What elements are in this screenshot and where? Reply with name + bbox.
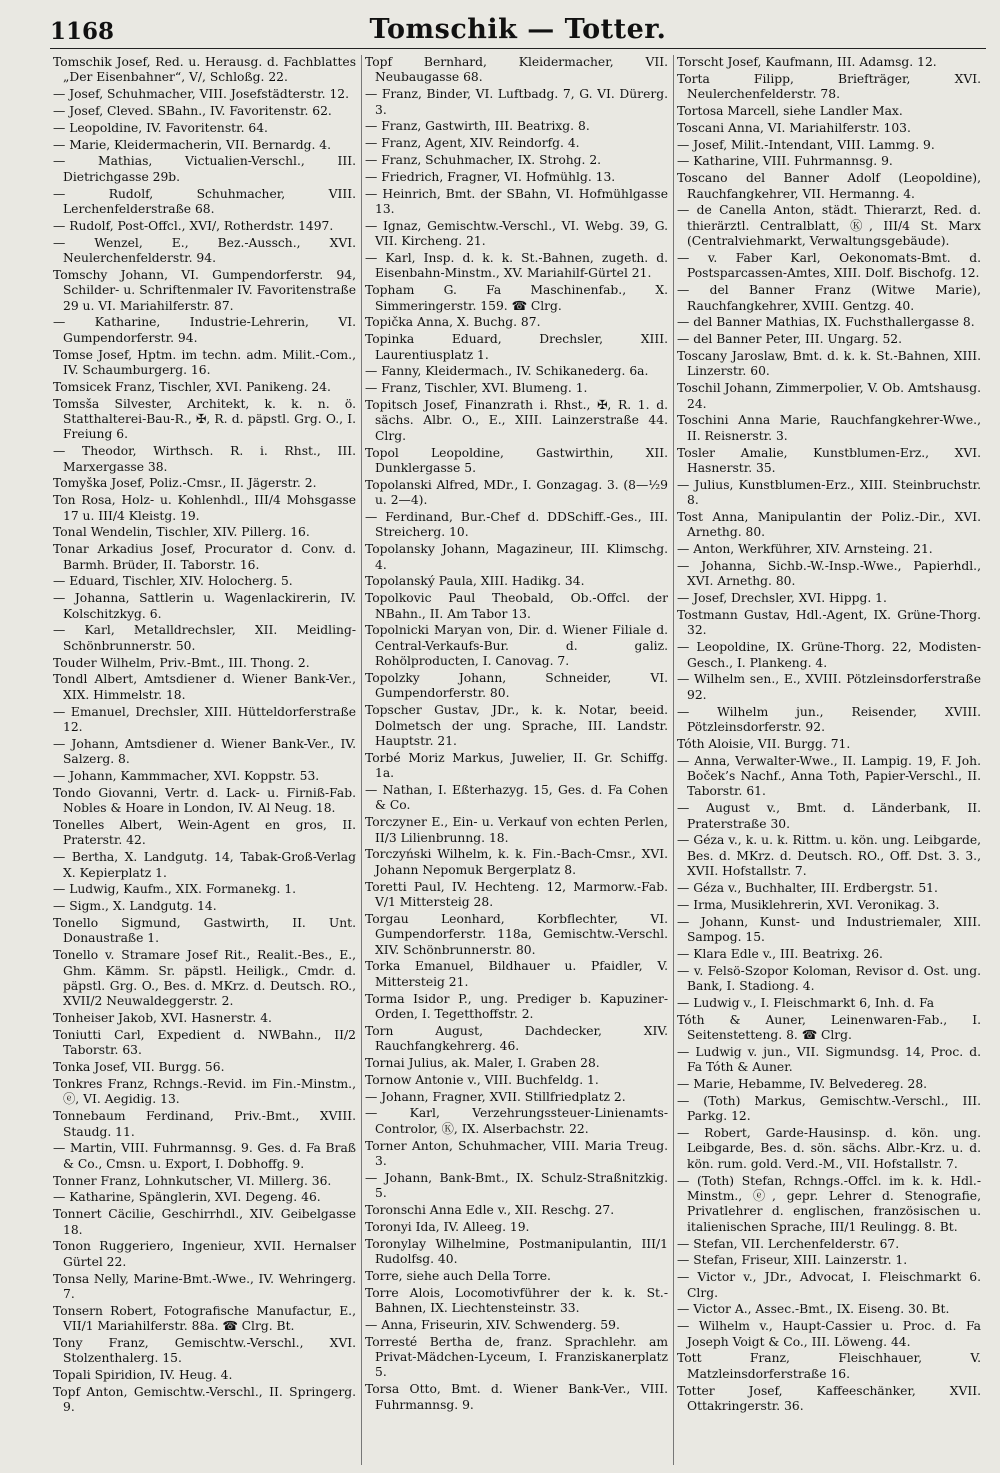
directory-entry: — Géza v., Buchhalter, III. Erdbergstr. 51. xyxy=(677,881,938,896)
directory-entry: Tonello Sigmund, Gastwirth, II. Unt. Donaustraße 1. xyxy=(53,916,356,946)
directory-entry: — Franz, Agent, XIV. Reindorfg. 4. xyxy=(365,136,580,151)
directory-entry: — Friedrich, Fragner, VI. Hofmühlg. 13. xyxy=(365,169,616,184)
page-number: 1168 xyxy=(50,18,115,45)
directory-entry: Tonelles Albert, Wein-Agent en gros, II. Praterstr. 42. xyxy=(53,818,356,848)
directory-entry: — Franz, Tischler, XVI. Blumeng. 1. xyxy=(365,381,588,396)
directory-entry: Torma Isidor P., ung. Prediger b. Kapuziner-Orden, I. Tegetthoffstr. 2. xyxy=(365,991,668,1022)
directory-entry: — v. Faber Karl, Oekonomats-Bmt. d. Postsparcassen-Amtes, XIII. Dolf. Bischofg. 12. xyxy=(677,251,981,281)
directory-entry: Totter Josef, Kaffeeschänker, XVII. Ottakringerstr. 36. xyxy=(677,1383,981,1414)
directory-entry: Tóth & Auner, Leinenwaren-Fab., I. Seitenstetteng. 8. ☎ Clrg. xyxy=(677,1012,981,1043)
directory-entry: — Anna, Verwalter-Wwe., II. Lampig. 19, F. Joh. Boček’s Nachf., Anna Toth, Papier-Verschl., II. Taborstr. 61. xyxy=(677,753,981,799)
directory-entry: — Victor A., Assec.-Bmt., IX. Eiseng. 30. Bt. xyxy=(677,1302,950,1317)
directory-entry: — Karl, Verzehrungssteuer-Linienamts-Controlor, Ⓚ, IX. Alserbachstr. 22. xyxy=(365,1106,668,1136)
column-right xyxy=(674,55,986,1465)
directory-entry: Tomsša Silvester, Architekt, k. k. n. ö. Statthalterei-Bau-R., ✠, R. d. päpstl. Grg. O., I. Freiung 6. xyxy=(53,396,356,442)
directory-entry: — v. Felsö-Szopor Koloman, Revisor d. Ost. ung. Bank, I. Stadiong. 4. xyxy=(677,963,981,994)
directory-entry: Toronschi Anna Edle v., XII. Reschg. 27. xyxy=(365,1203,615,1218)
directory-entry: Toscany Jaroslaw, Bmt. d. k. k. St.-Bahnen, XIII. Linzerstr. 60. xyxy=(677,349,981,379)
directory-entry: Torre Alois, Locomotivführer der k. k. St.-Bahnen, IX. Liechtensteinstr. 33. xyxy=(365,1285,668,1316)
page-header xyxy=(50,8,986,49)
directory-entry: — Karl, Metalldrechsler, XII. Meidling-Schönbrunnerstr. 50. xyxy=(53,623,356,653)
directory-entry: — Katharine, Spänglerin, XVI. Degeng. 46. xyxy=(53,1190,321,1205)
directory-entry: Toniutti Carl, Expedient d. NWBahn., II/2 Taborstr. 63. xyxy=(53,1028,356,1058)
directory-entry: — Johann, Amtsdiener d. Wiener Bank-Ver., IV. Salzerg. 8. xyxy=(53,736,356,767)
directory-entry: — Leopoldine, IV. Favoritenstr. 64. xyxy=(53,120,268,135)
directory-entry: Toronyi Ida, IV. Alleeg. 19. xyxy=(365,1219,530,1234)
directory-entry: Tondl Albert, Amtsdiener d. Wiener Bank-Ver., XIX. Himmelstr. 18. xyxy=(53,672,356,702)
directory-entry: — Wilhelm sen., E., XVIII. Pötzleinsdorferstraße 92. xyxy=(677,672,981,702)
directory-entry: Toronylay Wilhelmine, Postmanipulantin, III/1 Rudolfsg. 40. xyxy=(365,1236,668,1267)
directory-entry: Tomschik Josef, Red. u. Herausg. d. Fachblattes „Der Eisenbahner“, V/, Schloßg. 22. xyxy=(53,55,356,85)
directory-entry: Topf Bernhard, Kleidermacher, VII. Neubaugasse 68. xyxy=(365,55,668,85)
directory-entry: — Ludwig v., I. Fleischmarkt 6, Inh. d. Fa xyxy=(677,995,935,1010)
directory-entry: Tonheiser Jakob, XVI. Hasnerstr. 4. xyxy=(53,1011,272,1026)
directory-entry: Topolanski Alfred, MDr., I. Gonzagag. 3. (8—½9 u. 2—4). xyxy=(365,477,668,508)
directory-entry: — Katharine, VIII. Fuhrmannsg. 9. xyxy=(677,154,893,169)
directory-entry: Tonal Wendelin, Tischler, XIV. Pillerg. 16. xyxy=(53,525,310,540)
directory-entry: Torka Emanuel, Bildhauer u. Pfaidler, V. Mittersteig 21. xyxy=(365,959,668,989)
directory-entry: — Karl, Insp. d. k. k. St.-Bahnen, zugeth. d. Eisenbahn-Minstm., XV. Mariahilf-Gürtel 21. xyxy=(365,251,668,281)
directory-entry: — Marie, Kleidermacherin, VII. Bernardg. 4. xyxy=(53,137,332,152)
directory-entry: — Ludwig v. jun., VII. Sigmundsg. 14, Proc. d. Fa Tóth & Auner. xyxy=(677,1044,981,1075)
directory-entry: — Heinrich, Bmt. der SBahn, VI. Hofmühlgasse 13. xyxy=(365,186,668,216)
directory-entry: — Wilhelm jun., Reisender, XVIII. Pötzleinsdorferstr. 92. xyxy=(677,704,981,735)
directory-entry: — Stefan, Friseur, XIII. Lainzerstr. 1. xyxy=(677,1253,908,1268)
directory-entry: Tomschy Johann, VI. Gumpendorferstr. 94, Schilder- u. Schriftenmaler IV. Favoritenstraße 29 u. VI. Mariahilferstr. 87. xyxy=(53,267,356,313)
directory-entry: — Eduard, Tischler, XIV. Holocherg. 5. xyxy=(53,574,293,589)
directory-entry: Topolanský Paula, XIII. Hadikg. 34. xyxy=(365,574,585,589)
directory-entry: Toretti Paul, IV. Hechteng. 12, Marmorw.-Fab. V/1 Mittersteig 28. xyxy=(365,879,668,910)
directory-entry: Tostmann Gustav, Hdl.-Agent, IX. Grüne-Thorg. 32. xyxy=(677,608,981,638)
directory-entry: Topham G. Fa Maschinenfab., X. Simmeringerstr. 159. ☎ Clrg. xyxy=(365,283,668,313)
directory-entry: Torta Filipp, Briefträger, XVI. Neulerchenfelderstr. 78. xyxy=(677,71,981,102)
directory-entry: Tonnebaum Ferdinand, Priv.-Bmt., XVIII. Staudg. 11. xyxy=(53,1109,356,1139)
directory-entry: Tonsern Robert, Fotografische Manufactur, E., VII/1 Mariahilferstr. 88a. ☎ Clrg. Bt. xyxy=(53,1303,356,1334)
directory-entry: Topol Leopoldine, Gastwirthin, XII. Dunklergasse 5. xyxy=(365,445,668,476)
directory-entry: — Robert, Garde-Hausinsp. d. kön. ung. Leibgarde, Bes. d. sön. sächs. Albr.-Krz. u. d. kön. rum. gold. Verd.-M., VII. Hofstallstr. 7. xyxy=(677,1126,981,1171)
directory-entry: — Ludwig, Kaufm., XIX. Formanekg. 1. xyxy=(53,882,297,897)
directory-entry: — Sigm., X. Landgutg. 14. xyxy=(53,899,217,914)
directory-entry: Toschil Johann, Zimmerpolier, V. Ob. Amtshausg. 24. xyxy=(677,381,981,411)
directory-entry: Ton Rosa, Holz- u. Kohlenhdl., III/4 Mohsgasse 17 u. III/4 Kleistg. 19. xyxy=(53,493,356,523)
directory-entry: Topolzky Johann, Schneider, VI. Gumpendorferstr. 80. xyxy=(365,671,668,701)
directory-entry: Torbé Moriz Markus, Juwelier, II. Gr. Schiffg. 1a. xyxy=(365,750,668,781)
directory-entry: — Franz, Binder, VI. Luftbadg. 7, G. VI. Dürerg. 3. xyxy=(365,87,668,117)
directory-entry: Tonnert Cäcilie, Geschirrhdl., XIV. Geibelgasse 18. xyxy=(53,1207,356,1237)
directory-entry: Torresté Bertha de, franz. Sprachlehr. am Privat-Mädchen-Lyceum, I. Franziskanerplatz 5. xyxy=(365,1334,668,1380)
directory-entry: — Johann, Kunst- und Industriemaler, XIII. Sampog. 15. xyxy=(677,914,981,945)
directory-entry: Tóth Aloisie, VII. Burgg. 71. xyxy=(677,736,851,751)
directory-entry: — del Banner Franz (Witwe Marie), Rauchfangkehrer, XVIII. Gentzg. 40. xyxy=(677,283,981,313)
directory-entry: — Leopoldine, IX. Grüne-Thorg. 22, Modisten-Gesch., I. Plankeng. 4. xyxy=(677,640,981,670)
directory-entry: — Josef, Milit.-Intendant, VIII. Lammg. 9. xyxy=(677,137,935,152)
directory-entry: — Theodor, Wirthsch. R. i. Rhst., III. Marxergasse 38. xyxy=(53,444,356,474)
directory-entry: Tonon Ruggeriero, Ingenieur, XVII. Hernalser Gürtel 22. xyxy=(53,1239,356,1269)
directory-entry: Topolkovic Paul Theobald, Ob.-Offcl. der NBahn., II. Am Tabor 13. xyxy=(365,591,668,621)
directory-entry: — Katharine, Industrie-Lehrerin, VI. Gumpendorferstr. 94. xyxy=(53,315,356,345)
directory-entry: Tosler Amalie, Kunstblumen-Erz., XVI. Hasnerstr. 35. xyxy=(677,445,981,476)
entry-columns xyxy=(50,55,986,1465)
directory-entry: Torn August, Dachdecker, XIV. Rauchfangkehrerg. 46. xyxy=(365,1023,668,1054)
directory-entry: Toscano del Banner Adolf (Leopoldine), Rauchfangkehrer, VII. Hermanng. 4. xyxy=(677,171,981,201)
directory-entry: Topali Spiridion, IV. Heug. 4. xyxy=(53,1368,233,1383)
directory-entry: — Wilhelm v., Haupt-Cassier u. Proc. d. Fa Joseph Voigt & Co., III. Löweng. 44. xyxy=(677,1319,981,1349)
directory-entry: Tonello v. Stramare Josef Rit., Realit.-Bes., E., Ghm. Kämm. Sr. päpstl. Heiligk., Cmdr. d. päpstl. Grg. O., Bes. d. MKrz. d. Deutsch. RO., XVII/2 Neuwaldeggerstr. 2. xyxy=(53,948,356,1009)
directory-entry: Topitsch Josef, Finanzrath i. Rhst., ✠, R. 1. d. sächs. Albr. O., E., XIII. Lainzerstraße 44. Clrg. xyxy=(365,398,668,443)
directory-entry: — Ferdinand, Bur.-Chef d. DDSchiff.-Ges., III. Streicherg. 10. xyxy=(365,510,668,540)
directory-entry: — Franz, Schuhmacher, IX. Strohg. 2. xyxy=(365,153,602,167)
directory-entry: Topf Anton, Gemischtw.-Verschl., II. Springerg. 9. xyxy=(53,1385,356,1415)
directory-entry: — Johann, Fragner, XVII. Stillfriedplatz 2. xyxy=(365,1089,626,1104)
directory-entry: — Johanna, Sichb.-W.-Insp.-Wwe., Papierhdl., XVI. Arnethg. 80. xyxy=(677,559,981,589)
directory-entry: Tornai Julius, ak. Maler, I. Graben 28. xyxy=(365,1056,600,1071)
directory-entry: — Klara Edle v., III. Beatrixg. 26. xyxy=(677,946,883,961)
directory-entry: — Rudolf, Post-Offcl., XVI/, Rotherdstr. 1497. xyxy=(53,218,334,233)
directory-entry: — Josef, Cleved. SBahn., IV. Favoritenstr. 62. xyxy=(53,104,332,118)
directory-entry: — Stefan, VII. Lerchenfelderstr. 67. xyxy=(677,1236,900,1251)
directory-entry: Tonka Josef, VII. Burgg. 56. xyxy=(53,1060,225,1075)
directory-entry: — (Toth) Markus, Gemischtw.-Verschl., III. Parkg. 12. xyxy=(677,1093,981,1124)
directory-entry: Toscani Anna, VI. Mariahilferstr. 103. xyxy=(677,120,911,135)
directory-entry: Topička Anna, X. Buchg. 87. xyxy=(365,315,541,330)
directory-entry: Tonsa Nelly, Marine-Bmt.-Wwe., IV. Wehringerg. 7. xyxy=(53,1271,356,1302)
directory-entry: — (Toth) Stefan, Rchngs.-Offcl. im k. k. Hdl.-Minstm., ⓔ, gepr. Lehrer d. Stenografie, Privatlehrer d. englischen, französischen u. italienischen Sprache, III/1 Reulingg. 8. Bt. xyxy=(677,1173,981,1234)
directory-entry: Tost Anna, Manipulantin der Poliz.-Dir., XVI. Arnethg. 80. xyxy=(677,510,981,540)
directory-entry: — Josef, Drechsler, XVI. Hippg. 1. xyxy=(677,591,887,606)
directory-entry: — Mathias, Victualien-Verschl., III. Dietrichgasse 29b. xyxy=(53,154,356,184)
column-left xyxy=(50,55,362,1465)
directory-entry: Tondo Giovanni, Vertr. d. Lack- u. Firniß-Fab. Nobles & Hoare in London, IV. Al Neug. 18. xyxy=(53,785,356,816)
column-middle xyxy=(362,55,674,1465)
directory-entry: — Ignaz, Gemischtw.-Verschl., VI. Webg. 39, G. VII. Kircheng. 21. xyxy=(365,218,668,249)
directory-entry: — Rudolf, Schuhmacher, VIII. Lerchenfelderstraße 68. xyxy=(53,186,356,216)
directory-entry: — Franz, Gastwirth, III. Beatrixg. 8. xyxy=(365,119,590,134)
directory-entry: Torscht Josef, Kaufmann, III. Adamsg. 12. xyxy=(677,55,937,69)
directory-entry: — Anna, Friseurin, XIV. Schwenderg. 59. xyxy=(365,1317,620,1332)
directory-entry: Torner Anton, Schuhmacher, VIII. Maria Treug. 3. xyxy=(365,1138,668,1169)
directory-entry: — Johann, Kammmacher, XVI. Koppstr. 53. xyxy=(53,769,320,784)
page-title: Tomschik — Totter. xyxy=(369,14,667,45)
directory-entry: Tornow Antonie v., VIII. Buchfeldg. 1. xyxy=(365,1072,599,1087)
directory-entry: — Géza v., k. u. k. Rittm. u. kön. ung. Leibgarde, Bes. d. MKrz. d. Deutsch. RO., Off. Dst. 3. 3., XVII. Hofstallstr. 7. xyxy=(677,833,981,879)
directory-entry: Tortosa Marcell, siehe Landler Max. xyxy=(677,104,903,118)
directory-entry: Torczyner E., Ein- u. Verkauf von echten Perlen, II/3 Lilienbrunng. 18. xyxy=(365,815,668,845)
directory-entry: Tomsicek Franz, Tischler, XVI. Panikeng. 24. xyxy=(53,379,331,394)
directory-entry: Tony Franz, Gemischtw.-Verschl., XVI. Stolzenthalerg. 15. xyxy=(53,1336,356,1366)
directory-entry: — Martin, VIII. Fuhrmannsg. 9. Ges. d. Fa Braß & Co., Cmsn. u. Export, I. Dobhoffg. 9. xyxy=(53,1141,356,1171)
directory-entry: Tonar Arkadius Josef, Procurator d. Conv. d. Barmh. Brüder, II. Taborstr. 16. xyxy=(53,542,356,572)
directory-entry: — Anton, Werkführer, XIV. Arnsteing. 21. xyxy=(677,542,933,557)
directory-entry: — Johanna, Sattlerin u. Wagenlackirerin, IV. Kolschitzkyg. 6. xyxy=(53,591,356,621)
directory-entry: Tonkres Franz, Rchngs.-Revid. im Fin.-Minstm., ⓔ, VI. Aegidig. 13. xyxy=(53,1077,356,1107)
directory-entry: — Emanuel, Drechsler, XIII. Hütteldorferstraße 12. xyxy=(53,704,356,735)
directory-entry: — Marie, Hebamme, IV. Belvedereg. 28. xyxy=(677,1077,928,1092)
directory-entry: — del Banner Peter, III. Ungarg. 52. xyxy=(677,332,903,347)
directory-entry: — Bertha, X. Landgutg. 14, Tabak-Groß-Verlag X. Kepierplatz 1. xyxy=(53,850,356,880)
directory-entry: — del Banner Mathias, IX. Fuchsthallergasse 8. xyxy=(677,315,975,330)
directory-entry: Tonner Franz, Lohnkutscher, VI. Millerg. 36. xyxy=(53,1173,332,1188)
directory-entry: Toschini Anna Marie, Rauchfangkehrer-Wwe., II. Reisnerstr. 3. xyxy=(677,413,981,443)
directory-entry: Tomyška Josef, Poliz.-Cmsr., II. Jägerstr. 2. xyxy=(53,476,317,491)
directory-entry: Tomse Josef, Hptm. im techn. adm. Milit.-Com., IV. Schaumburgerg. 16. xyxy=(53,347,356,378)
directory-entry: — Josef, Schuhmacher, VIII. Josefstädterstr. 12. xyxy=(53,87,349,102)
directory-entry: Torgau Leonhard, Korbflechter, VI. Gumpendorferstr. 118a, Gemischtw.-Verschl. XIV. Schönbrunnerstr. 80. xyxy=(365,911,668,957)
directory-entry: — Irma, Musiklehrerin, XVI. Veronikag. 3. xyxy=(677,897,940,912)
directory-entry: Tott Franz, Fleischhauer, V. Matzleinsdorferstraße 16. xyxy=(677,1351,981,1381)
directory-entry: — August v., Bmt. d. Länderbank, II. Praterstraße 30. xyxy=(677,801,981,831)
directory-entry: Torsa Otto, Bmt. d. Wiener Bank-Ver., VIII. Fuhrmannsg. 9. xyxy=(365,1382,668,1412)
directory-entry: — Wenzel, E., Bez.-Aussch., XVI. Neulerchenfelderstr. 94. xyxy=(53,235,356,265)
directory-entry: — Johann, Bank-Bmt., IX. Schulz-Straßnitzkig. 5. xyxy=(365,1170,668,1201)
directory-entry: Topolansky Johann, Magazineur, III. Klimschg. 4. xyxy=(365,542,668,572)
directory-entry: — Victor v., JDr., Advocat, I. Fleischmarkt 6. Clrg. xyxy=(677,1270,981,1300)
directory-entry: — Nathan, I. Eßterhazyg. 15, Ges. d. Fa Cohen & Co. xyxy=(365,783,668,813)
directory-entry: Topolnicki Maryan von, Dir. d. Wiener Filiale d. Central-Verkaufs-Bur. d. galiz. Rohölproducten, I. Canovag. 7. xyxy=(365,623,668,669)
directory-entry: — Julius, Kunstblumen-Erz., XIII. Steinbruchstr. 8. xyxy=(677,477,981,508)
directory-entry: Torre, siehe auch Della Torre. xyxy=(365,1268,551,1283)
directory-entry: Touder Wilhelm, Priv.-Bmt., III. Thong. 2. xyxy=(53,655,310,670)
directory-entry: — de Canella Anton, städt. Thierarzt, Red. d. thierärztl. Centralblatt, Ⓚ, III/4 St. Marx (Centralviehmarkt, Verwaltungsgebäude). xyxy=(677,203,981,249)
directory-entry: Topscher Gustav, JDr., k. k. Notar, beeid. Dolmetsch der ung. Sprache, III. Landstr. Hauptstr. 21. xyxy=(365,703,668,749)
directory-entry: — Fanny, Kleidermach., IV. Schikanederg. 6a. xyxy=(365,364,649,379)
directory-entry: Torczyński Wilhelm, k. k. Fin.-Bach-Cmsr., XVI. Johann Nepomuk Bergerplatz 8. xyxy=(365,847,668,877)
directory-entry: Topinka Eduard, Drechsler, XIII. Laurentiusplatz 1. xyxy=(365,332,668,362)
